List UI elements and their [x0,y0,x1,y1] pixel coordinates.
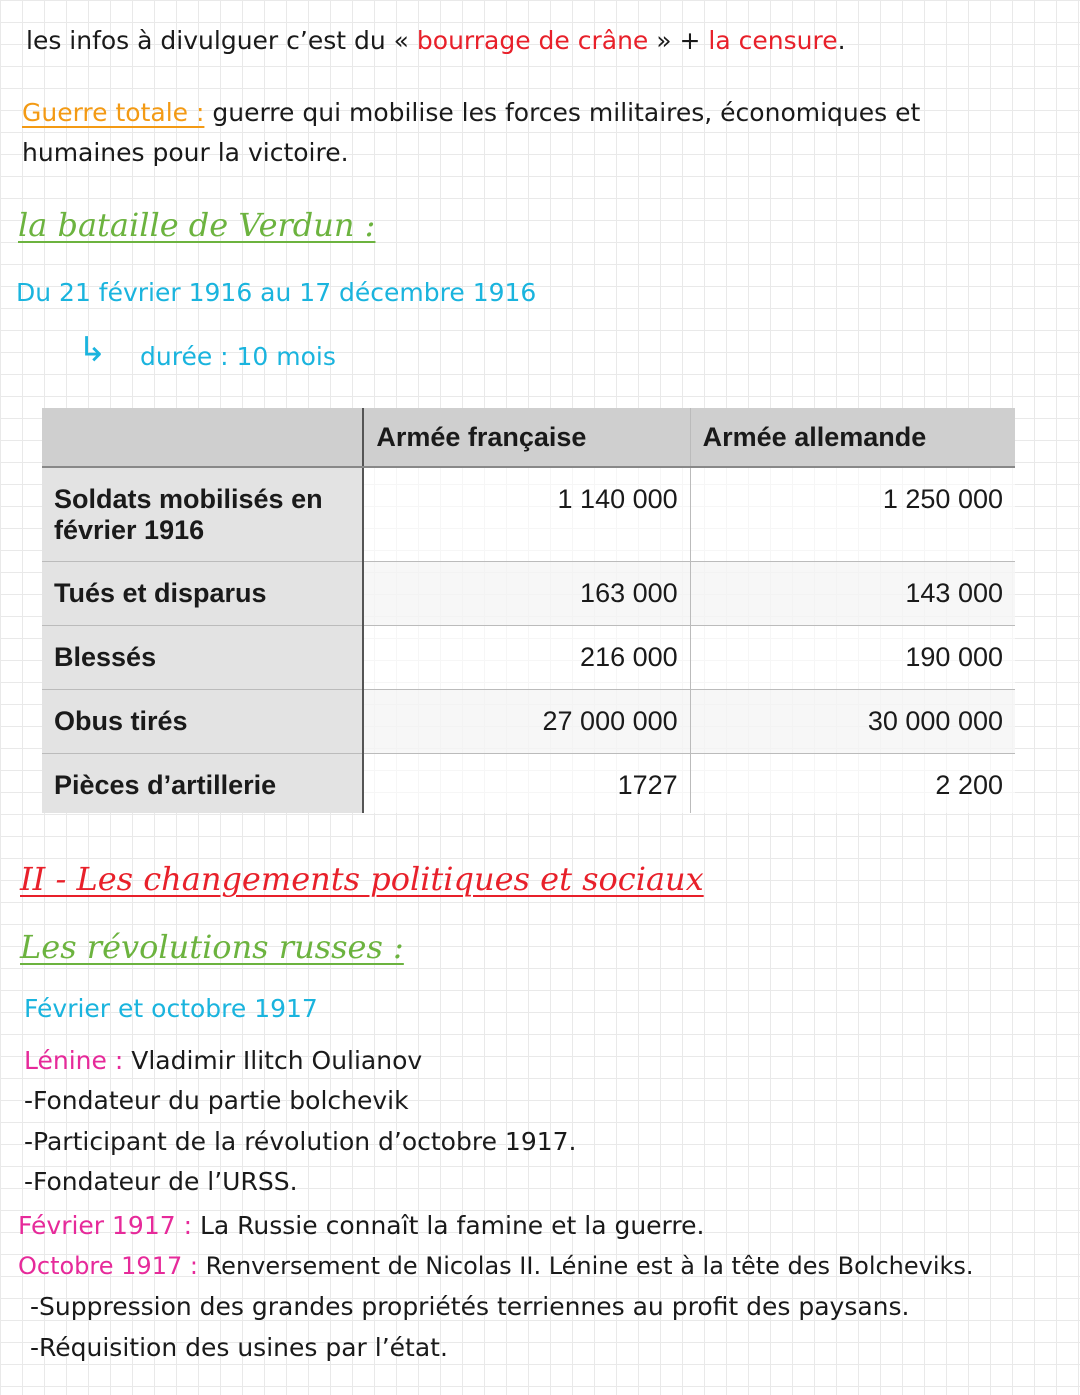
octobre-line: Octobre 1917 : Renversement de Nicolas II. Lénine est à la tête des Bolcheviks. [18,1252,974,1280]
arrow-icon: ↳ [78,330,107,370]
guerre-totale-term: Guerre totale : [22,98,205,127]
intro-line: les infos à divulguer c’est du « bourrage de crâne » + la censure. [26,26,846,55]
keyword-censure: la censure [708,26,838,55]
row-label: Blessés [42,625,363,689]
cell-french: 163 000 [363,561,690,625]
cell-french: 27 000 000 [363,689,690,753]
cell-french: 1 140 000 [363,467,690,561]
lenine-label: Lénine : [24,1046,124,1075]
row-label: Soldats mobilisés en février 1916 [42,467,363,561]
cell-german: 2 200 [690,753,1015,813]
cell-french: 216 000 [363,625,690,689]
verdun-heading: la bataille de Verdun : [18,206,376,244]
table-header-french: Armée française [363,408,690,467]
table-row [42,689,1015,753]
guerre-totale-definition-cont: humaines pour la victoire. [22,138,349,167]
list-item: -Fondateur du partie bolchevik [24,1086,409,1115]
list-item: -Participant de la révolution d’octobre 1917. [24,1127,577,1156]
table-row [42,753,1015,813]
table-row [42,467,1015,561]
keyword-bourrage: bourrage de crâne [416,26,649,55]
revolution-dates: Février et octobre 1917 [24,994,318,1023]
cell-french: 1727 [363,753,690,813]
table-header-empty [42,408,363,467]
list-item: -Fondateur de l’URSS. [24,1167,298,1196]
list-item: -Réquisition des usines par l’état. [30,1333,448,1362]
octobre-label: Octobre 1917 : [18,1252,198,1280]
cell-german: 30 000 000 [690,689,1015,753]
verdun-table [42,408,1015,813]
guerre-totale-definition: Guerre totale : guerre qui mobilise les forces militaires, économiques et [22,98,921,127]
row-label: Pièces d’artillerie [42,753,363,813]
section-heading: II - Les changements politiques et sociaux [20,860,704,898]
fevrier-line: Février 1917 : La Russie connaît la famine et la guerre. [18,1211,705,1240]
fevrier-label: Février 1917 : [18,1211,193,1240]
row-label: Obus tirés [42,689,363,753]
verdun-duration: durée : 10 mois [140,342,336,371]
table-row [42,561,1015,625]
cell-german: 143 000 [690,561,1015,625]
subsection-heading: Les révolutions russes : [20,928,404,966]
verdun-dates: Du 21 février 1916 au 17 décembre 1916 [16,278,537,307]
cell-german: 1 250 000 [690,467,1015,561]
table-header-row [42,408,1015,467]
table-row [42,625,1015,689]
table-header-german: Armée allemande [690,408,1015,467]
row-label: Tués et disparus [42,561,363,625]
cell-german: 190 000 [690,625,1015,689]
list-item: -Suppression des grandes propriétés terriennes au profit des paysans. [30,1292,910,1321]
lenine-line: Lénine : Vladimir Ilitch Oulianov [24,1046,423,1075]
